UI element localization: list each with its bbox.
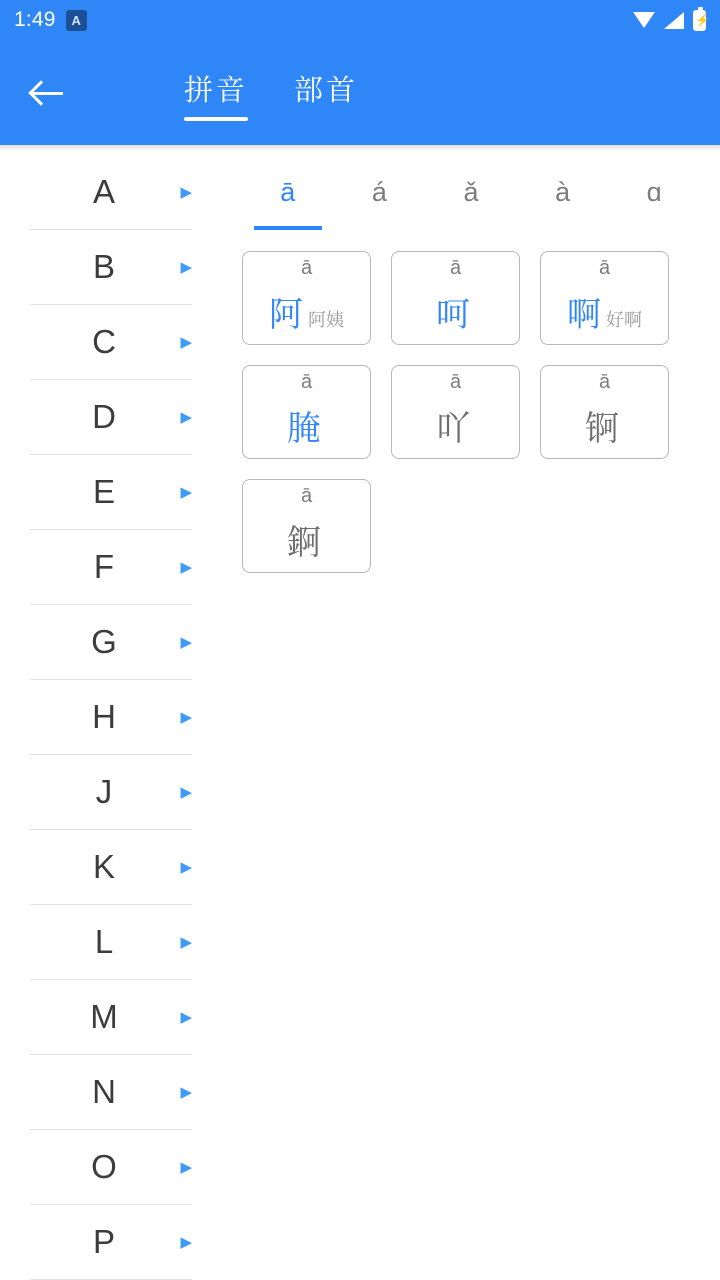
character-glyph: 腌 (287, 410, 321, 448)
tone-tab-5[interactable]: ɑ (646, 177, 662, 207)
character-glyph: 阿 (269, 296, 303, 334)
tab-radical[interactable]: 部首 (294, 75, 359, 107)
chevron-right-icon: ▶ (180, 259, 192, 276)
content-area (0, 151, 720, 1280)
index-item-o[interactable] (30, 1130, 192, 1205)
index-letter: P (92, 1223, 115, 1260)
character-cell[interactable] (242, 365, 371, 459)
character-glyph: 吖 (436, 410, 470, 448)
index-item-a[interactable] (30, 155, 192, 230)
index-letter: F (93, 548, 115, 585)
character-glyph: 錒 (287, 524, 321, 562)
character-tone: ā (300, 257, 313, 279)
chevron-right-icon: ▶ (180, 1084, 192, 1101)
character-glyph: 锕 (585, 410, 619, 448)
character-cell[interactable] (242, 479, 371, 573)
status-clock: 1:49 (14, 8, 56, 31)
character-tone: ā (449, 371, 462, 393)
character-cell[interactable] (242, 251, 371, 345)
index-item-n[interactable] (30, 1055, 192, 1130)
chevron-right-icon: ▶ (180, 484, 192, 501)
signal-icon (664, 12, 684, 29)
index-letter: J (95, 773, 113, 810)
index-letter: K (92, 848, 115, 885)
chevron-right-icon: ▶ (180, 409, 192, 426)
tab-pinyin[interactable]: 拼音 (170, 58, 262, 127)
index-item-c[interactable] (30, 305, 192, 380)
character-tone: ā (598, 371, 611, 393)
chevron-right-icon: ▶ (180, 1234, 192, 1251)
back-arrow-icon (31, 76, 65, 110)
status-system-icons (633, 10, 706, 31)
character-glyph-line (392, 298, 519, 332)
chevron-right-icon: ▶ (180, 934, 192, 951)
index-item-m[interactable] (30, 980, 192, 1055)
character-cell[interactable] (540, 365, 669, 459)
character-glyph-line (541, 298, 668, 332)
index-letter: C (92, 323, 116, 360)
top-tab-bar (170, 58, 372, 127)
chevron-right-icon: ▶ (180, 634, 192, 651)
tone-tab-bar (242, 151, 700, 243)
character-glyph-line (243, 412, 370, 446)
app-notification-icon: A (66, 10, 87, 31)
wifi-icon (633, 12, 655, 28)
index-letter: N (92, 1073, 116, 1110)
chevron-right-icon: ▶ (180, 709, 192, 726)
character-glyph-line (541, 412, 668, 446)
tone-tab-1[interactable]: ā (242, 177, 334, 230)
index-letter: G (91, 623, 117, 660)
index-item-d[interactable] (30, 380, 192, 455)
chevron-right-icon: ▶ (180, 784, 192, 801)
app-bar (0, 40, 720, 145)
status-notification-icons (66, 10, 87, 31)
character-tone: ā (449, 257, 462, 279)
chevron-right-icon: ▶ (180, 334, 192, 351)
character-example-word: 阿姨 (308, 310, 344, 330)
index-letter: E (92, 473, 115, 510)
chevron-right-icon: ▶ (180, 1159, 192, 1176)
chevron-right-icon: ▶ (180, 1009, 192, 1026)
character-tone: ā (300, 485, 313, 507)
character-cell[interactable] (540, 251, 669, 345)
character-glyph-line (243, 298, 370, 332)
index-item-k[interactable] (30, 830, 192, 905)
chevron-right-icon: ▶ (180, 859, 192, 876)
index-item-j[interactable] (30, 755, 192, 830)
character-tone: ā (300, 371, 313, 393)
back-button[interactable] (0, 40, 96, 145)
tone-tab-4[interactable]: à (555, 177, 571, 207)
tone-tab-3[interactable]: ǎ (463, 177, 479, 207)
character-cell[interactable] (391, 365, 520, 459)
chevron-right-icon: ▶ (180, 184, 192, 201)
index-item-g[interactable] (30, 605, 192, 680)
index-item-p[interactable] (30, 1205, 192, 1280)
index-item-e[interactable] (30, 455, 192, 530)
pinyin-index-list[interactable] (0, 151, 222, 1280)
character-tone: ā (598, 257, 611, 279)
status-bar (0, 0, 720, 40)
index-letter: L (94, 923, 114, 960)
character-glyph: 呵 (436, 296, 470, 334)
index-letter: O (91, 1148, 117, 1185)
character-grid (242, 243, 700, 573)
index-item-f[interactable] (30, 530, 192, 605)
character-cell[interactable] (391, 251, 520, 345)
index-letter: H (92, 698, 116, 735)
character-glyph-line (392, 412, 519, 446)
index-letter: B (92, 248, 115, 285)
character-glyph-line (243, 526, 370, 560)
character-glyph: 啊 (567, 296, 601, 334)
chevron-right-icon: ▶ (180, 559, 192, 576)
index-item-b[interactable] (30, 230, 192, 305)
battery-charging-icon (693, 10, 706, 31)
index-item-l[interactable] (30, 905, 192, 980)
index-letter: M (90, 998, 118, 1035)
character-panel (222, 151, 720, 1280)
character-example-word: 好啊 (606, 310, 642, 330)
tone-tab-2[interactable]: á (371, 177, 387, 207)
index-item-h[interactable] (30, 680, 192, 755)
index-letter: D (92, 398, 116, 435)
index-letter: A (92, 173, 115, 210)
